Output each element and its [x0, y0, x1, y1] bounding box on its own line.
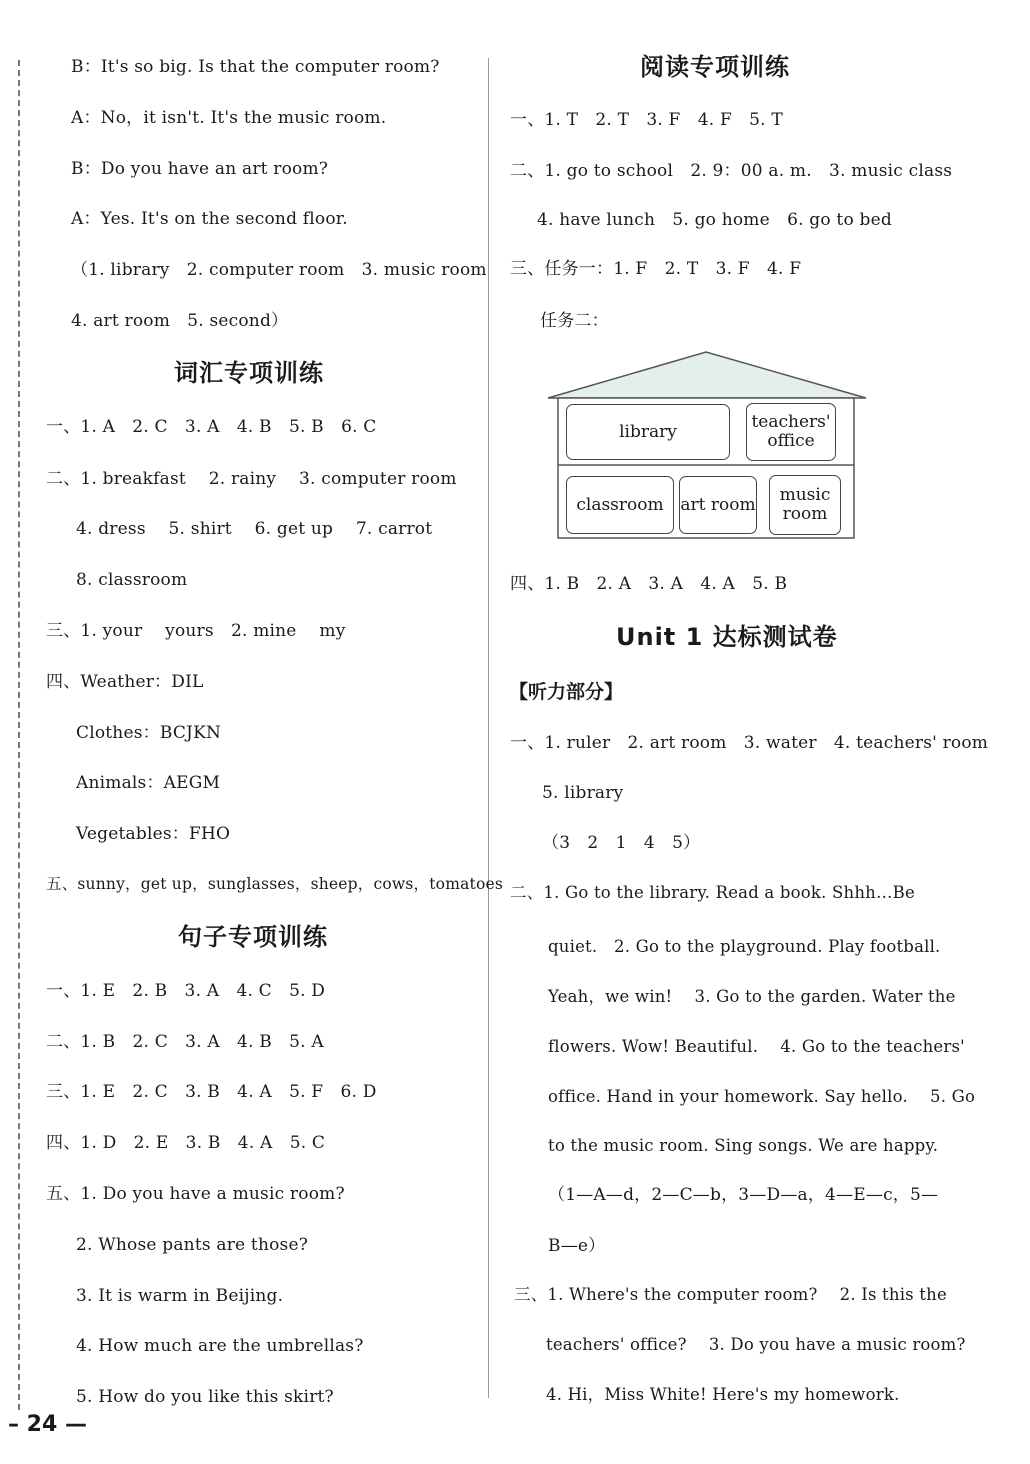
- answer-line: flowers. Wow! Beautiful. 4. Go to the teachers': [548, 1037, 965, 1056]
- unit-test-title: Unit 1 达标测试卷: [616, 623, 838, 651]
- answer-line: 二、1. Go to the library. Read a book. Shhh…Be: [510, 883, 915, 902]
- answer-line: 三、1. your yours 2. mine my: [46, 621, 346, 641]
- page-number: – 24 —: [8, 1412, 87, 1437]
- sentence-section-title: 句子专项训练: [178, 923, 328, 951]
- answer-line: 三、1. E 2. C 3. B 4. A 5. F 6. D: [46, 1082, 377, 1102]
- answer-line: 4. How much are the umbrellas?: [76, 1336, 364, 1356]
- answer-line: 一、1. ruler 2. art room 3. water 4. teachers' room: [510, 733, 989, 753]
- vocab-section-title: 词汇专项训练: [174, 359, 324, 387]
- answer-line: 一、1. T 2. T 3. F 4. F 5. T: [510, 110, 783, 130]
- room-art-room: art room: [679, 476, 757, 534]
- dialogue-line: B：Do you have an art room?: [71, 159, 329, 179]
- dialogue-line: A：Yes. It's on the second floor.: [71, 209, 348, 229]
- answer-line: 三、1. Where's the computer room? 2. Is this the: [514, 1285, 947, 1304]
- answer-line: 四、1. D 2. E 3. B 4. A 5. C: [46, 1133, 326, 1153]
- answer-line: office. Hand in your homework. Say hello. 5. Go: [548, 1087, 976, 1106]
- answer-line: 8. classroom: [76, 570, 188, 590]
- room-music-room: music room: [769, 475, 841, 535]
- dialogue-line: （1. library 2. computer room 3. music room: [71, 260, 487, 280]
- answer-line: Animals：AEGM: [76, 773, 221, 793]
- room-classroom: classroom: [566, 476, 674, 534]
- answer-line: Yeah，we win! 3. Go to the garden. Water the: [548, 987, 956, 1006]
- answer-line: 2. Whose pants are those?: [76, 1235, 309, 1255]
- answer-line: 五、1. Do you have a music room?: [46, 1184, 345, 1204]
- answer-line: 4. Hi，Miss White! Here's my homework.: [546, 1385, 900, 1404]
- answer-line: quiet. 2. Go to the playground. Play football.: [548, 937, 941, 956]
- answer-line: （3 2 1 4 5）: [542, 833, 701, 853]
- answer-line: 任务二：: [540, 311, 609, 331]
- answer-line: 四、Weather：DIL: [46, 672, 204, 692]
- answer-line: 5. How do you like this skirt?: [76, 1387, 334, 1407]
- answer-line: 二、1. go to school 2. 9：00 a. m. 3. music class: [510, 161, 953, 181]
- answer-line: 4. have lunch 5. go home 6. go to bed: [537, 210, 892, 230]
- answer-line: 一、1. A 2. C 3. A 4. B 5. B 6. C: [46, 417, 377, 437]
- school-house-diagram: [546, 350, 868, 545]
- room-library: library: [566, 404, 730, 460]
- dialogue-line: B：It's so big. Is that the computer room?: [71, 57, 440, 77]
- answer-line: 五、sunny，get up，sunglasses，sheep，cows，tomatoes: [46, 875, 504, 893]
- binding-dashed-line: [18, 60, 20, 1410]
- answer-line: 一、1. E 2. B 3. A 4. C 5. D: [46, 981, 326, 1001]
- column-divider: [488, 58, 489, 1398]
- answer-line: Clothes：BCJKN: [76, 723, 222, 743]
- house-roof: [548, 352, 866, 398]
- answer-line: 3. It is warm in Beijing.: [76, 1286, 284, 1306]
- answer-line: 二、1. breakfast 2. rainy 3. computer room: [46, 469, 457, 489]
- dialogue-line: 4. art room 5. second）: [71, 311, 289, 331]
- answer-line: 5. library: [542, 783, 624, 803]
- answer-line: 三、任务一：1. F 2. T 3. F 4. F: [510, 259, 802, 279]
- room-teachers-office: teachers' office: [746, 403, 836, 461]
- answer-line: 四、1. B 2. A 3. A 4. A 5. B: [510, 574, 788, 594]
- listening-section-label: 【听力部分】: [509, 681, 624, 703]
- answer-line: teachers' office? 3. Do you have a music room?: [546, 1335, 966, 1354]
- reading-section-title: 阅读专项训练: [640, 53, 790, 81]
- answer-line: 二、1. B 2. C 3. A 4. B 5. A: [46, 1032, 324, 1052]
- answer-line: （1—A—d，2—C—b，3—D—a，4—E—c，5—: [548, 1185, 939, 1205]
- answer-line: to the music room. Sing songs. We are happy.: [548, 1136, 939, 1155]
- answer-line: B—e）: [548, 1236, 606, 1256]
- answer-line: Vegetables：FHO: [76, 824, 231, 844]
- answer-line: 4. dress 5. shirt 6. get up 7. carrot: [76, 519, 433, 539]
- dialogue-line: A：No，it isn't. It's the music room.: [71, 108, 387, 128]
